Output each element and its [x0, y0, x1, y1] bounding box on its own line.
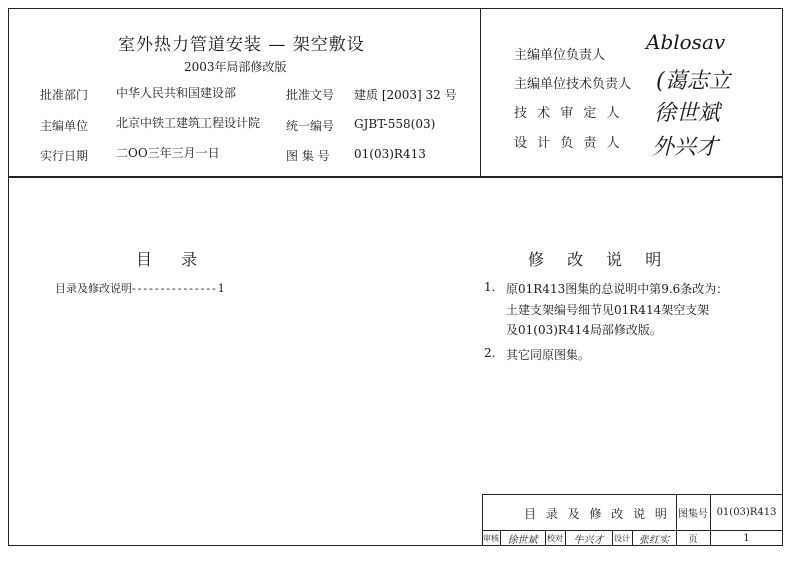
unified-no-value: GJBT-558(03) — [354, 117, 436, 131]
tech-director-signature: (蔼志立 — [656, 69, 731, 94]
atlas-title: 室外热力管道安装 — 架空敷设 — [118, 35, 365, 55]
atlas-no-cell-label: 图集号 — [678, 508, 708, 520]
atlas-no-label: 图 集 号 — [286, 149, 330, 163]
contents-item — [55, 280, 225, 296]
chief-editor-signature: Ablosav — [646, 30, 726, 54]
design-label: 设计 — [614, 533, 630, 543]
contents-title: 目 录 — [136, 250, 210, 269]
effective-date-value: 二OO三年三月一日 — [116, 146, 220, 160]
effective-date-label: 实行日期 — [40, 149, 89, 163]
revision-item-2-num: 2. — [484, 346, 496, 360]
contents-item-text: 目录及修改说明 — [55, 282, 132, 295]
revision-title: 修 改 说 明 — [528, 250, 671, 269]
approval-no-label: 批准文号 — [286, 88, 335, 102]
chief-editor-label: 主编单位负责人 — [514, 48, 606, 63]
revision-item-1-line-1: 原01R413图集的总说明中第9.6条改为： — [506, 282, 729, 296]
contents-item-leader: --------------- — [132, 282, 218, 295]
editor-unit-label: 主编单位 — [40, 119, 89, 133]
tech-director-label: 主编单位技术负责人 — [514, 77, 632, 92]
atlas-no-value: 01(03)R413 — [354, 147, 426, 161]
approval-dept-value: 中华人民共和国建设部 — [116, 86, 237, 100]
contents-item-page: 1 — [217, 282, 225, 295]
header-vertical-divider — [480, 8, 481, 177]
page-label: 页 — [688, 534, 698, 545]
atlas-subtitle: 2003年局部修改版 — [184, 60, 287, 74]
design-signature: 张红实 — [639, 534, 669, 546]
revision-item-1-num: 1. — [484, 280, 496, 294]
revision-item-1-line-2: 土建支架编号细节见01R414架空支架 — [506, 303, 710, 317]
approval-dept-label: 批准部门 — [40, 88, 89, 102]
review-signature: 徐世斌 — [507, 534, 538, 546]
title-block-title: 目 录 及 修 改 说 明 — [524, 507, 670, 521]
unified-no-label: 统一编号 — [286, 119, 335, 133]
revision-item-2-line-1: 其它同原图集。 — [506, 348, 591, 362]
technical-reviewer-label: 技 术 审 定 人 — [514, 106, 623, 121]
design-lead-label: 设 计 负 责 人 — [514, 136, 623, 151]
approval-no-value: 建质 [2003] 32 号 — [354, 88, 457, 102]
header-divider — [8, 176, 783, 178]
atlas-no-cell-value: 01(03)R413 — [716, 506, 777, 518]
design-lead-signature: 外兴才 — [652, 135, 719, 160]
page-number: 1 — [743, 532, 750, 544]
revision-item-1-line-3: 及01(03)R414局部修改版。 — [506, 323, 662, 337]
technical-reviewer-signature: 徐世斌 — [654, 101, 721, 126]
review-label: 审核 — [483, 533, 499, 543]
editor-unit-value: 北京中铁工建筑工程设计院 — [116, 116, 261, 130]
check-signature: 牛兴才 — [573, 534, 604, 546]
check-label: 校对 — [547, 533, 563, 543]
